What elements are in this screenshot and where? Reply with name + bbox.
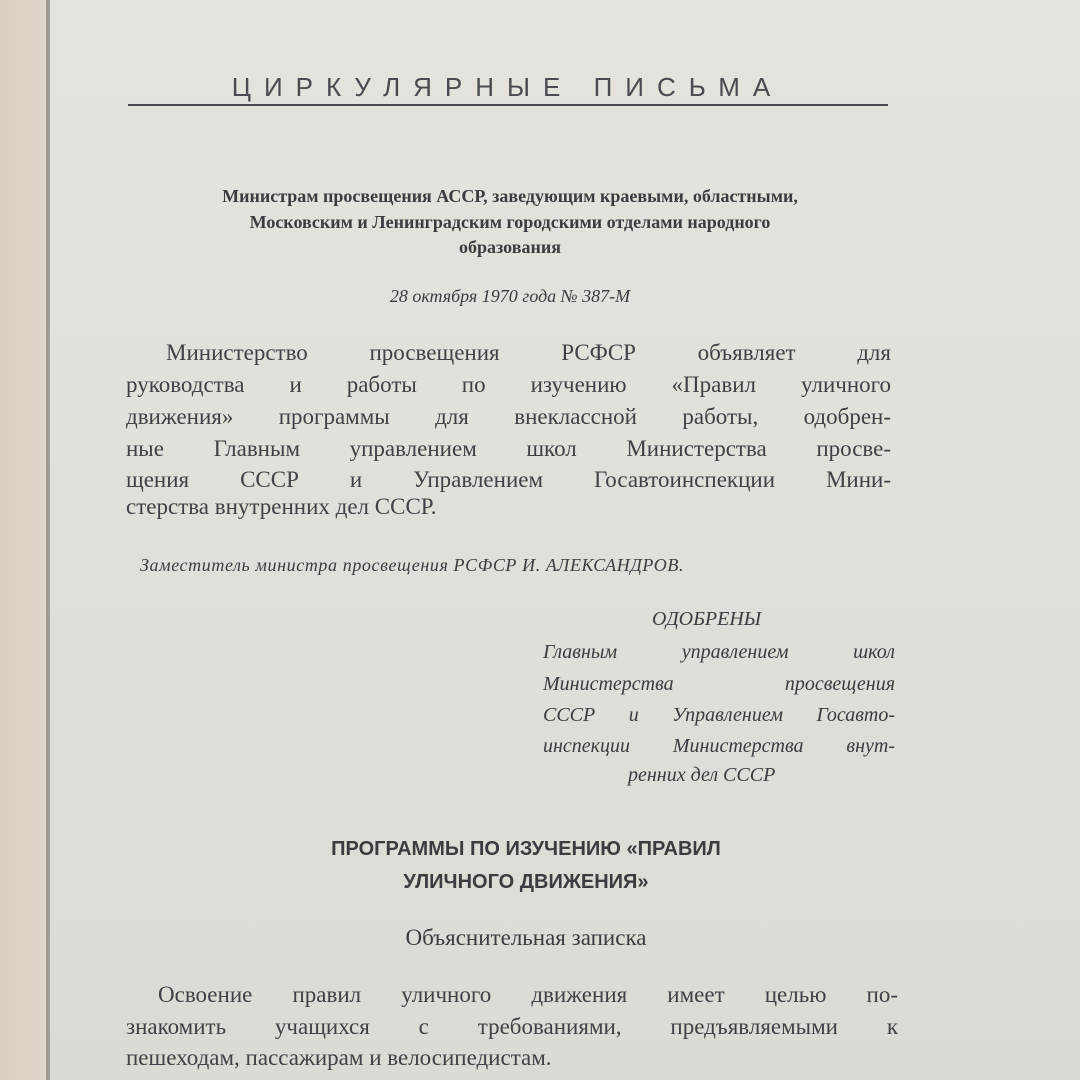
approval-heading: ОДОБРЕНЫ bbox=[652, 608, 762, 630]
signature-line: Заместитель министра просвещения РСФСР И. АЛЕКСАНДРОВ. bbox=[140, 555, 685, 575]
title-underline bbox=[128, 104, 888, 106]
paragraph-line: Освоение правил уличного движения имеет целью по- bbox=[158, 982, 898, 1007]
addressee-line: Московским и Ленинградским городскими отделами народного bbox=[249, 212, 771, 232]
paragraph-line: движения» программы для внеклассной работы, одобрен- bbox=[126, 404, 891, 429]
approval-line: СССР и Управлением Госавто- bbox=[543, 704, 895, 726]
paragraph-line: щения СССР и Управлением Госавтоинспекции Мини- bbox=[126, 467, 891, 492]
approval-line: ренних дел СССР bbox=[628, 764, 776, 786]
paragraph-line: ные Главным управлением школ Министерства просве- bbox=[126, 436, 891, 461]
paragraph-line: Министерство просвещения РСФСР объявляет для bbox=[166, 340, 891, 365]
subtitle: Объяснительная записка bbox=[405, 925, 647, 950]
paragraph-line: стерства внутренних дел СССР. bbox=[126, 494, 437, 519]
program-title: ПРОГРАММЫ ПО ИЗУЧЕНИЮ «ПРАВИЛ bbox=[331, 838, 721, 860]
approval-line: Главным управлением школ bbox=[543, 641, 895, 663]
addressee-line: Министрам просвещения АССР, заведующим краевыми, областными, bbox=[222, 186, 798, 206]
addressee-line: образования bbox=[459, 237, 561, 257]
paragraph-line: знакомить учащихся с требованиями, предъявляемыми к bbox=[126, 1014, 898, 1039]
date-line: 28 октября 1970 года № 387-М bbox=[389, 286, 631, 306]
section-title: ЦИРКУЛЯРНЫЕ ПИСЬМА bbox=[231, 72, 784, 102]
approval-line: инспекции Министерства внут- bbox=[543, 735, 895, 757]
book-gutter bbox=[0, 0, 48, 1080]
paragraph-line: руководства и работы по изучению «Правил уличного bbox=[126, 372, 891, 397]
document-page bbox=[50, 0, 1080, 1080]
approval-line: Министерства просвещения bbox=[543, 673, 895, 695]
program-title: УЛИЧНОГО ДВИЖЕНИЯ» bbox=[403, 871, 649, 893]
paragraph-line: пешеходам, пассажирам и велосипедистам. bbox=[126, 1045, 552, 1070]
